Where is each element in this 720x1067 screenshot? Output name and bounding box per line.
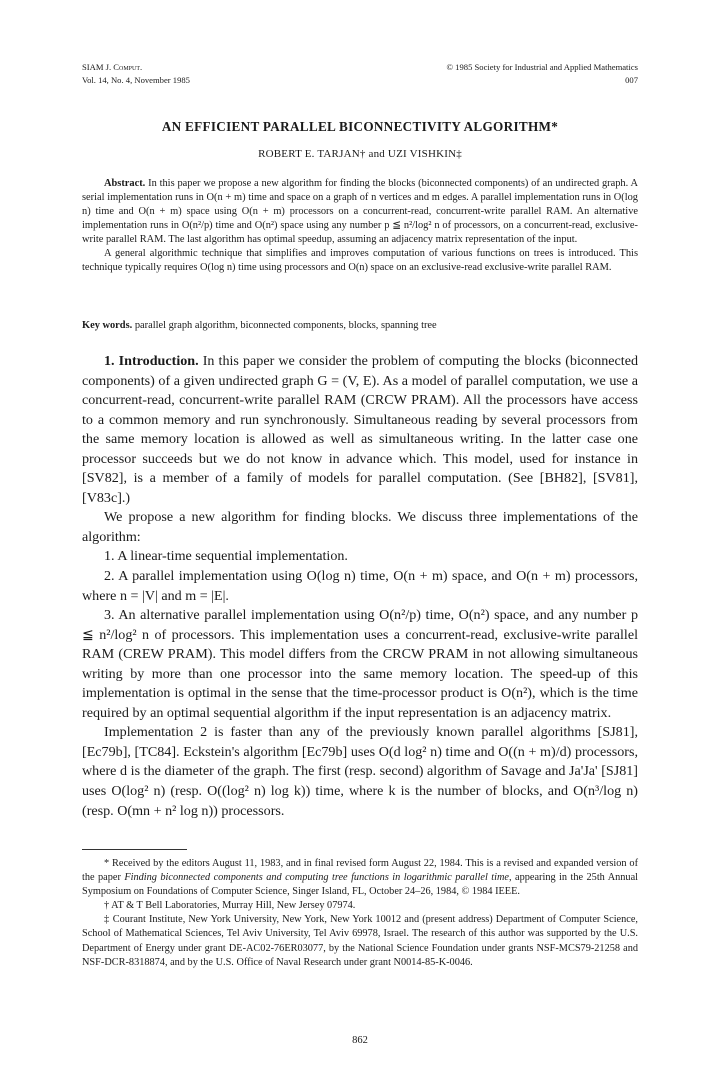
paper-authors: ROBERT E. TARJAN† and UZI VISHKIN‡ [258, 148, 462, 160]
list-item-3: 3. An alternative parallel implementation using O(n²/p) time, O(n²) space, and any number p ≦ n²/log² n of processors. This implementation uses a concurrent-read, exclusive-write parallel RAM (CREW PRAM). This model differs from the CRCW PRAM in not allowing simultaneous writing by more than one processor into the same memory location. The speed-up of this implementation is optimal in the sense that the time-processor product is O(n²), which is the time required by an optimal sequential algorithm if the input representation is an adjacency matrix. [82, 607, 638, 721]
keywords [82, 319, 638, 333]
journal-volume: Vol. 14, No. 4, November 1985 [82, 75, 190, 85]
abstract-paragraph-1 [82, 177, 638, 247]
body-text [82, 352, 638, 821]
abstract-text-1: In this paper we propose a new algorithm for finding the blocks (biconnected components) of an undirected graph. A serial implementation runs in O(n + m) time and space on a graph of n vertices and m edges. A parallel implementation runs in O(log n) time and O(n + m) space using O(n + m) processors on a concurrent-read, concurrent-write parallel RAM. An alternative implementation runs in O(n²/p) time and O(n²) space using any number p ≦ n²/log² n of processors, on a concurrent-read, exclusive-write parallel RAM. The last algorithm has optimal speedup, assuming an adjacency matrix representation of the input. [82, 178, 638, 245]
intro-text-1: In this paper we consider the problem of computing the blocks (biconnected components) of a given undirected graph G = (V, E). As a model of parallel computation, we use a concurrent-read, concurrent-write parallel RAM (CRCW PRAM). All the processors have access to a common memory and run synchronously. Simultaneous reading by several processors from the same memory location is allowed as well as simultaneous writing. In the latter case one processor succeeds but we do not know in advance which. This model, used for instance in [SV82], is a member of a family of models for parallel computation. (See [BH82], [SV81], [V83c].) [82, 353, 639, 506]
footnotes [82, 857, 638, 970]
intro-paragraph-1 [82, 352, 638, 508]
footnote-rule [82, 849, 187, 850]
intro-paragraph-3: Implementation 2 is faster than any of the previously known parallel algorithms [SJ81], [Ec79b], [TC84]. Eckstein's algorithm [Ec79b] uses O(d log² n) time and O((n + m)/d) processors, where d is the diameter of the graph. The first (resp. second) algorithm of Savage and Ja'Ja' [SJ81] uses O(log² n) (resp. O((log² n) log k)) time, where k is the number of blocks, and O(n³/log n) (resp. O(mn + n² log n)) processors. [82, 724, 638, 819]
footnote-received-text: * Received by the editors August 11, 1983, and in final revised form August 22, 1984. This is a revised and expanded version of the paper [82, 858, 638, 884]
paper-title: AN EFFICIENT PARALLEL BICONNECTIVITY ALGORITHM* [161, 119, 559, 134]
abstract-paragraph-2: A general algorithmic technique that simplifies and improves computation of various functions on trees is introduced. This technique typically requires O(log n) time using processors and O(n) space on an exclusive-read exclusive-write parallel RAM. [82, 248, 638, 273]
footnote-received-text-2: appearing in the 25th Annual Symposium on Foundations of Computer Science, Singer Island, FL, October 24–26, 1984, © 1984 IEEE. [82, 872, 639, 898]
page-number: 862 [352, 1035, 368, 1046]
keywords-label: Key words. [82, 320, 133, 331]
article-code: 007 [625, 75, 638, 85]
footnote-affiliation-2: ‡ Courant Institute, New York University, New York, New York 10012 and (present address) Department of Computer Science, School of Mathematical Sciences, Tel Aviv University, Tel Aviv 69978, Israel. The research of this author was supported by the U.S. Department of Energy under grant DE-AC02-76ER03077, by the National Science Foundation under grants NSF-MCS79-21258 and NSF-DCR-8318874, and by the U.S. Office of Naval Research under grant N0014-85-K-0046. [82, 914, 638, 968]
abstract [82, 177, 638, 275]
journal-header [82, 61, 190, 87]
abstract-label: Abstract. [104, 178, 146, 189]
footnote-paper-title: Finding biconnected components and computing tree functions in logarithmic parallel time, [124, 872, 512, 884]
copyright-notice: © 1985 Society for Industrial and Applied Mathematics [446, 62, 638, 72]
list-item-1: 1. A linear-time sequential implementation. [104, 548, 348, 565]
keywords-text: parallel graph algorithm, biconnected components, blocks, spanning tree [134, 320, 437, 331]
footnote-received [82, 857, 638, 899]
copyright-header [447, 61, 639, 87]
section-heading: 1. Introduction. [104, 353, 199, 369]
intro-paragraph-2: We propose a new algorithm for finding blocks. We discuss three implementations of the algorithm: [82, 509, 638, 545]
journal-name: SIAM J. Comput. [82, 62, 143, 72]
footnote-affiliation-1: † AT & T Bell Laboratories, Murray Hill, New Jersey 07974. [104, 900, 356, 912]
list-item-2: 2. A parallel implementation using O(log n) time, O(n + m) space, and O(n + m) processors, where n = |V| and m = |E|. [82, 568, 638, 604]
